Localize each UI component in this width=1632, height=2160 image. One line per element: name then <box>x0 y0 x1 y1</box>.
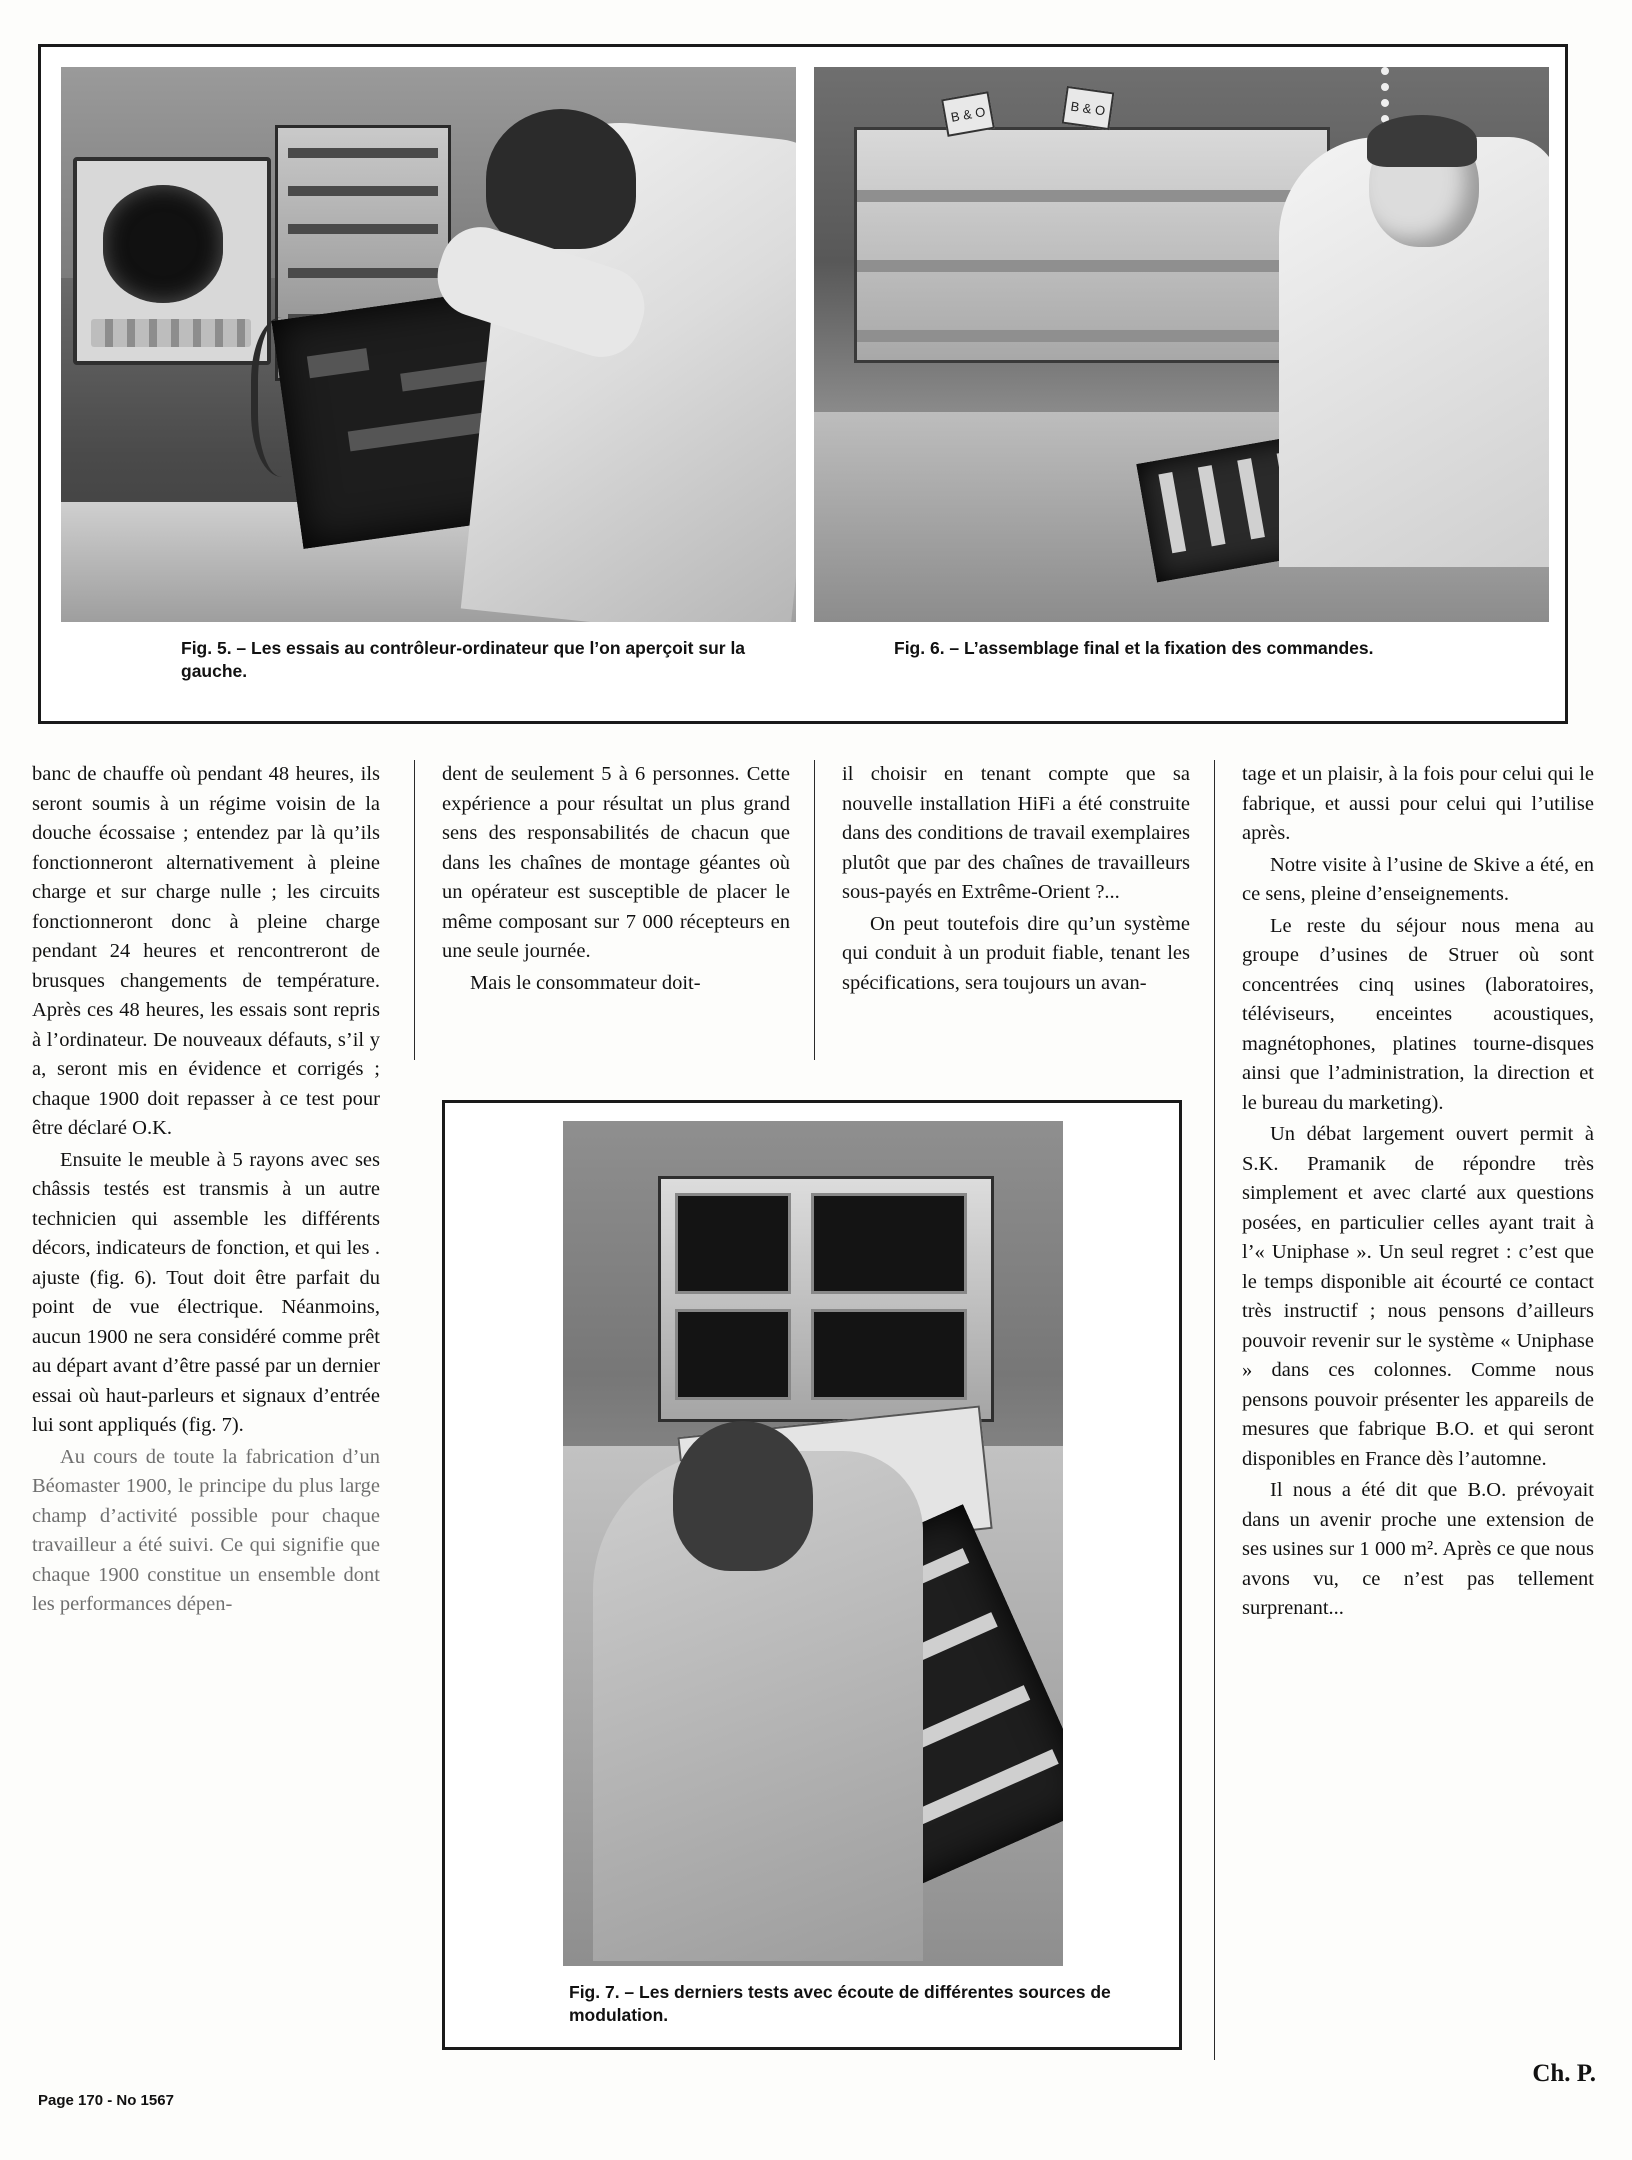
box-label-tag: B & O <box>1062 86 1115 130</box>
text-column-4 <box>1242 760 1594 1624</box>
figure-7-block <box>442 1100 1182 2050</box>
storage-shelf <box>854 127 1330 363</box>
instrument-stack <box>658 1176 994 1422</box>
article-body <box>30 760 1600 2070</box>
paragraph: Mais le consommateur doit- <box>470 971 701 994</box>
assembler-hair <box>1367 115 1477 167</box>
author-signature: Ch. P. <box>1532 2060 1596 2087</box>
page-folio: Page 170 - No 1567 <box>38 2092 174 2109</box>
chip <box>400 361 492 391</box>
knob-row <box>91 319 251 347</box>
chip <box>307 348 369 378</box>
paragraph: Notre visite à l’usine de Skive a été, en ce sens, pleine d’enseignements. <box>1242 853 1594 906</box>
shelf-level <box>857 330 1327 342</box>
text-column-1 <box>32 760 380 1620</box>
oscilloscope-icon <box>73 157 271 365</box>
figure-7-photo <box>563 1121 1063 1966</box>
figure-row <box>61 67 1549 627</box>
technician-head <box>486 109 636 249</box>
shelf-level <box>857 260 1327 272</box>
column-rule <box>414 760 415 1060</box>
paragraph: tage et un plaisir, à la fois pour celui qui le fabrique, et aussi pour celui qui l’utilise après. <box>1242 763 1594 845</box>
figure-5-caption: Fig. 5. – Les essais au contrôleur-ordinateur que l’on aperçoit sur la gauche. <box>181 638 746 682</box>
tester-head <box>673 1421 813 1571</box>
paragraph: Il nous a été dit que B.O. prévoyait dans un avenir proche une extension de ses usines sur 1 000 m². Après ce que nous avons vu, ce n’est pas tellement surprenant... <box>1242 1479 1594 1620</box>
monitor-screen <box>811 1193 967 1294</box>
figure-6-caption: Fig. 6. – L’assemblage final et la fixation des commandes. <box>894 638 1374 658</box>
monitor-screen <box>811 1309 967 1400</box>
paragraph: Au cours de toute la fabrication d’un Béomaster 1900, le principe du plus large champ d’activité possible pour chaque travailleur a été suivi. Ce qui signifie que chaque 1900 constitue un ensemble dont les performances dépen- <box>32 1445 380 1616</box>
paragraph: banc de chauffe où pendant 48 heures, ils seront soumis à un régime voisin de la douche écossaise ; entendez par là qu’ils fonctionneront alternativement à pleine charge et sur charge nulle ; les circuits fonctionneront donc à pleine charge pendant 24 heures et rencontreront de brusques changements de température. Après ces 48 heures, les essais sont repris à l’ordinateur. De nouveaux défauts, s’il y a, seront mis en évidence et corrigés ; chaque 1900 doit repasser à ce test pour être déclaré O.K. <box>32 763 380 1140</box>
crt-screen <box>103 185 223 303</box>
paragraph: Un débat largement ouvert permit à S.K. Pramanik de répondre très simplement et avec clarté aux questions posées, en particulier celles ayant trait à l’« Uniphase ». Un seul regret : c’est que le temps disponible ait écourté ce contact très instructif ; nous pensons d’ailleurs pouvoir revenir sur le système « Uniphase » dans ces colonnes. Comme nous pensons pouvoir présenter les appareils de mesures que fabrique B.O. et qui seront disponibles en France dès l’automne. <box>1242 1123 1594 1470</box>
paragraph: Ensuite le meuble à 5 rayons avec ses châssis testés est transmis à un autre technicien qui assemble les différents décors, indicateurs de fonction, et qui les . ajuste (fig. 6). Tout doit être parfait du point de vue électrique. Néanmoins, aucun 1900 ne sera considéré comme prêt au départ avant d’être passé par un dernier essai où haut-parleurs et signaux d’entrée lui sont appliqués (fig. 7). <box>32 1148 380 1437</box>
text-column-2 <box>442 760 790 998</box>
column-rule <box>814 760 815 1060</box>
rack-line <box>288 186 438 196</box>
monitor-screen <box>675 1193 791 1294</box>
chip <box>348 412 489 451</box>
figure-block-top <box>38 44 1568 724</box>
paragraph: Le reste du séjour nous mena au groupe d’usines de Struer où sont concentrées cinq usines (laboratoires, téléviseurs, enceintes acoustiques, magnétophones, platines tourne-disques ainsi que l’administration, la direction et le bureau du marketing). <box>1242 914 1594 1114</box>
rack-line <box>288 268 438 278</box>
paragraph: dent de seulement 5 à 6 personnes. Cette expérience a pour résultat un plus grand sens des responsabilités de chacun que dans les chaînes de montage géantes où un opérateur est susceptible de placer le même composant sur 7 000 récepteurs en une seule journée. <box>442 763 790 963</box>
rack-line <box>288 148 438 158</box>
monitor-screen <box>675 1309 791 1400</box>
rack-line <box>288 224 438 234</box>
figure-captions <box>61 637 1549 683</box>
key-strip <box>1237 458 1265 539</box>
key-strip <box>1198 465 1226 546</box>
figure-6-photo <box>814 67 1549 622</box>
text-column-3 <box>842 760 1190 998</box>
figure-7-caption: Fig. 7. – Les derniers tests avec écoute de différentes sources de modulation. <box>569 1982 1111 2026</box>
figure-5-photo <box>61 67 796 622</box>
key-strip <box>1158 472 1186 553</box>
column-rule <box>1214 760 1215 2060</box>
shelf-level <box>857 190 1327 202</box>
paragraph: On peut toutefois dire qu’un système qui conduit à un produit fiable, tenant les spécifications, sera toujours un avan- <box>842 912 1190 994</box>
box-label-tag: B & O <box>941 91 995 137</box>
paragraph: il choisir en tenant compte que sa nouvelle installation HiFi a été construite dans des conditions de travail exemplaires plutôt que par des chaînes de travailleurs sous-payés en Extrême-Orient ?... <box>842 763 1190 904</box>
